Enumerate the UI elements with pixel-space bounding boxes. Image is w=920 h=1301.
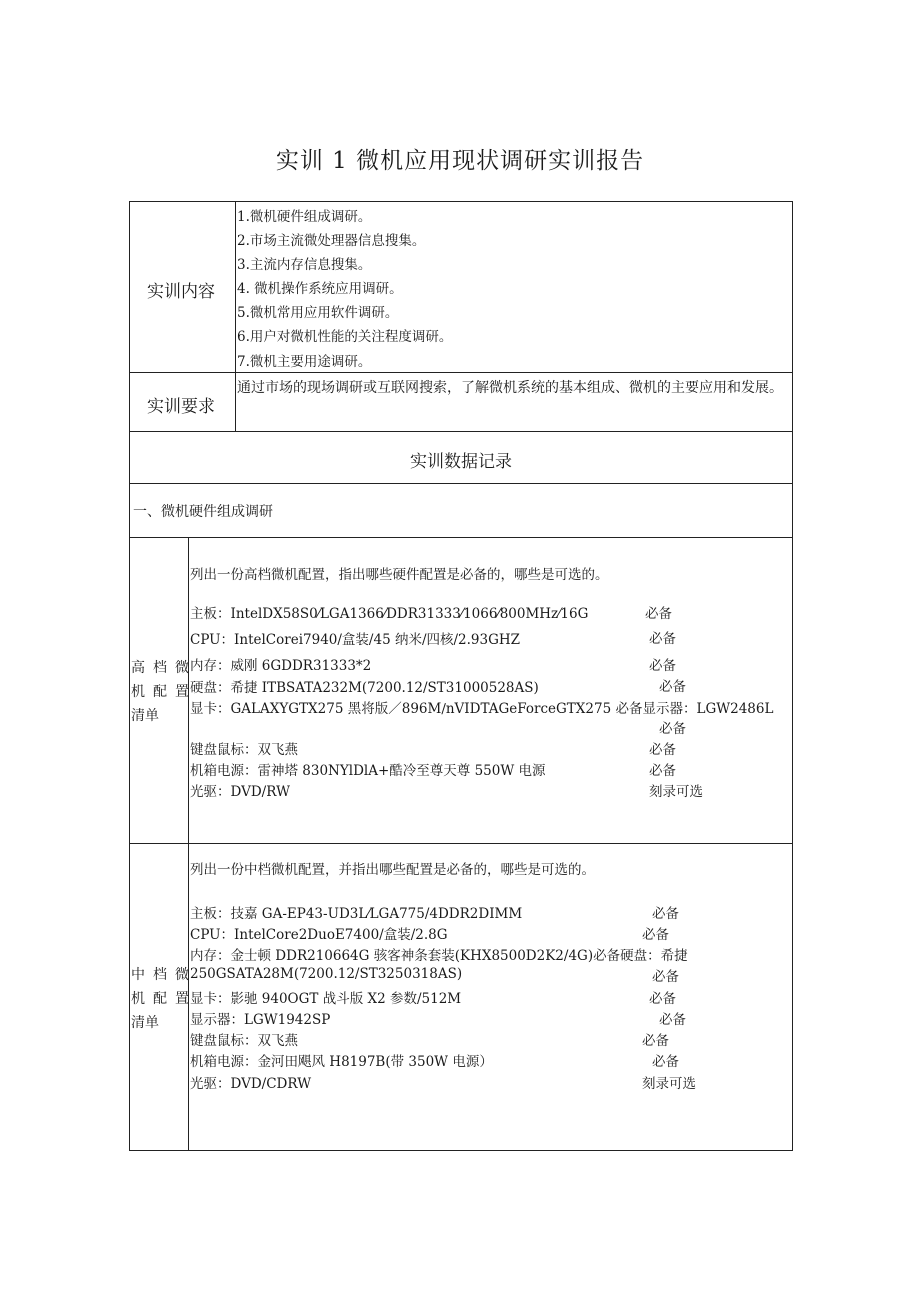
config-item: 键盘鼠标：双飞燕 bbox=[190, 1033, 298, 1049]
config-item: 主板：IntelDX58S0⁄LGA1366⁄DDR31333⁄1066⁄800MHz⁄16G bbox=[190, 606, 589, 622]
requirements-text: 通过市场的现场调研或互联网搜索，了解微机系统的基本组成、微机的主要应用和发展。 bbox=[237, 380, 783, 396]
divider bbox=[188, 537, 189, 1151]
content-item: 1.微机硬件组成调研。 bbox=[237, 209, 372, 225]
config-mark: 必备 bbox=[645, 606, 672, 622]
content-item: 5.微机常用应用软件调研。 bbox=[237, 305, 399, 321]
config-mark: 必备 bbox=[649, 658, 676, 674]
label-line: 机配置 bbox=[131, 991, 189, 1007]
divider bbox=[130, 483, 792, 484]
config-item: 光驱：DVD/RW bbox=[190, 784, 290, 800]
divider bbox=[130, 537, 792, 538]
content-item: 2.市场主流微处理器信息搜集。 bbox=[237, 233, 426, 249]
content-label: 实训内容 bbox=[147, 282, 215, 302]
label-line: 清单 bbox=[131, 1015, 159, 1031]
config-item: 250GSATA28M(7200.12/ST3250318AS) bbox=[190, 966, 463, 982]
high-config-intro: 列出一份高档微机配置，指出哪些硬件配置是必备的，哪些是可选的。 bbox=[190, 567, 609, 583]
config-item: 内存：金士顿 DDR210664G 骇客神条套装(KHX8500D2K2/4G)必备硬盘：希捷 bbox=[190, 948, 688, 964]
config-item: CPU：IntelCorei7940/盒装/45 纳米/四核/2.93GHZ bbox=[190, 632, 521, 648]
config-item: 显卡：GALAXYGTX275 黑将版／896M∕nVIDTAGeForceGTX275 必备显示器：LGW2486L bbox=[190, 701, 774, 717]
config-item: 机箱电源：雷神塔 830NYlDlA+酷冷至尊天尊 550W 电源 bbox=[190, 763, 546, 779]
config-mark: 刻录可选 bbox=[642, 1076, 696, 1092]
config-mark: 必备 bbox=[659, 1012, 686, 1028]
content-item: 3.主流内存信息搜集。 bbox=[237, 257, 372, 273]
label-line: 中档微 bbox=[131, 967, 189, 983]
label-line: 高档微 bbox=[131, 660, 189, 676]
divider bbox=[130, 431, 792, 432]
config-item: 内存：威刚 6GDDR31333*2 bbox=[190, 658, 372, 674]
config-mark: 必备 bbox=[649, 763, 676, 779]
config-mark: 必备 bbox=[652, 969, 679, 985]
config-mark: 必备 bbox=[649, 631, 676, 647]
section-heading: 一、微机硬件组成调研 bbox=[133, 504, 273, 520]
config-item: 显示器：LGW1942SP bbox=[190, 1012, 331, 1028]
report-table bbox=[129, 201, 793, 1151]
config-item: 硬盘：希捷 ITBSATA232M(7200.12/ST31000528AS) bbox=[190, 680, 539, 696]
config-mark: 必备 bbox=[659, 721, 686, 737]
config-mark: 必备 bbox=[642, 927, 669, 943]
page-title: 实训 1 微机应用现状调研实训报告 bbox=[275, 148, 645, 174]
mid-config-intro: 列出一份中档微机配置，并指出哪些配置是必备的，哪些是可选的。 bbox=[190, 862, 595, 878]
high-config-label bbox=[131, 656, 189, 728]
config-mark: 必备 bbox=[652, 906, 679, 922]
divider bbox=[235, 202, 236, 431]
config-mark: 必备 bbox=[649, 991, 676, 1007]
config-item: 光驱：DVD/CDRW bbox=[190, 1076, 312, 1092]
content-item: 7.微机主要用途调研。 bbox=[237, 354, 372, 370]
config-mark: 必备 bbox=[659, 679, 686, 695]
data-record-heading: 实训数据记录 bbox=[410, 452, 512, 472]
config-item: 显卡：影驰 940OGT 战斗版 X2 参数/512M bbox=[190, 991, 462, 1007]
divider bbox=[130, 843, 792, 844]
config-mark: 必备 bbox=[642, 1033, 669, 1049]
requirements-label: 实训要求 bbox=[147, 397, 215, 417]
config-item: 主板：技嘉 GA-EP43-UD3L⁄LGA775/4DDR2DIMM bbox=[190, 906, 523, 922]
divider bbox=[130, 372, 792, 373]
config-item: CPU：IntelCore2DuoE7400/盒装/2.8G bbox=[190, 927, 448, 943]
mid-config-label bbox=[131, 963, 189, 1035]
label-line: 机配置 bbox=[131, 684, 189, 700]
content-item: 6.用户对微机性能的关注程度调研。 bbox=[237, 329, 453, 345]
config-mark: 必备 bbox=[649, 742, 676, 758]
label-line: 清单 bbox=[131, 708, 159, 724]
content-item: 4. 微机操作系统应用调研。 bbox=[237, 281, 403, 297]
config-item: 键盘鼠标：双飞燕 bbox=[190, 742, 298, 758]
config-mark: 必备 bbox=[652, 1054, 679, 1070]
config-item: 机箱电源：金河田飓风 H8197B(带 350W 电源） bbox=[190, 1054, 493, 1070]
config-mark: 刻录可选 bbox=[649, 784, 703, 800]
